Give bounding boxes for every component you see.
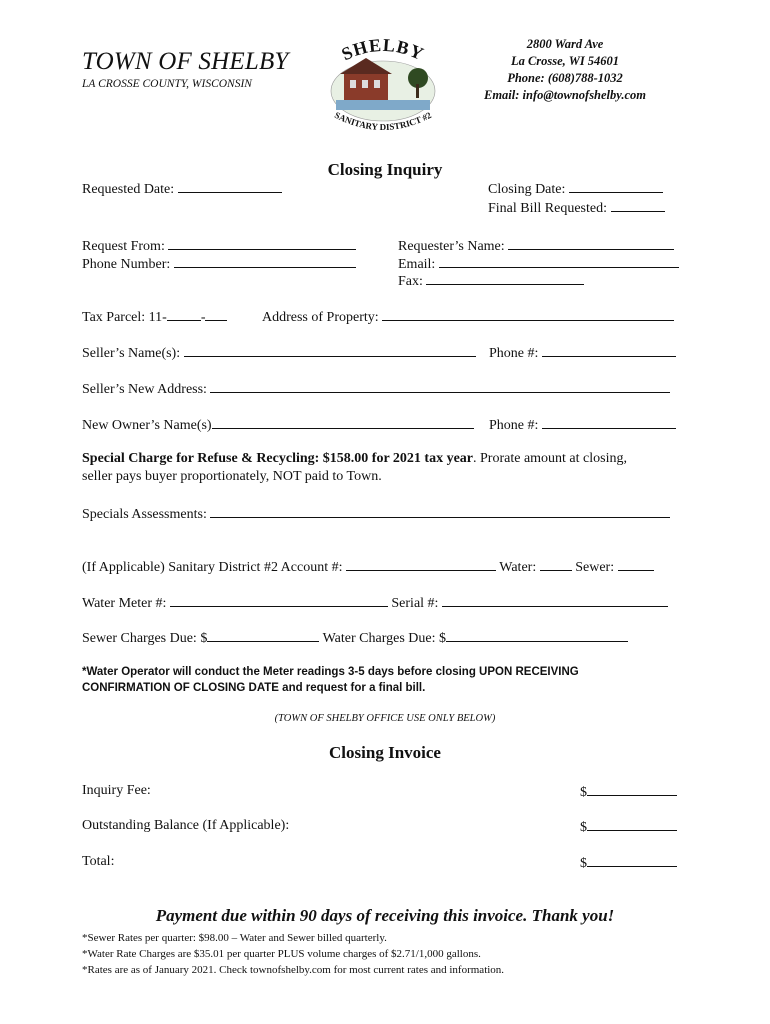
water-charges-field[interactable]	[446, 629, 628, 642]
sewer-label: Sewer:	[575, 560, 615, 575]
closing-date-field[interactable]	[569, 180, 663, 193]
phone-number-row	[82, 255, 356, 273]
sanitary-district-logo	[322, 36, 444, 140]
seller-phone-row	[489, 344, 676, 362]
water-meter-label: Water Meter #:	[82, 596, 167, 611]
special-charge-bold: Special Charge for Refuse & Recycling: $158.00 for 2021 tax year	[82, 451, 474, 466]
fax-label: Fax:	[398, 274, 423, 289]
request-from-row	[82, 237, 356, 255]
address-property-label: Address of Property:	[262, 310, 379, 325]
final-bill-row	[488, 199, 665, 217]
sellers-name-row	[82, 344, 476, 362]
office-use-only: (TOWN OF SHELBY OFFICE USE ONLY BELOW)	[274, 713, 496, 724]
total-dollar: $	[580, 856, 587, 871]
rate-note-sewer: *Sewer Rates per quarter: $98.00 – Water and Sewer billed quarterly.	[82, 932, 387, 944]
svg-text:SHELBY	[339, 36, 428, 64]
inquiry-fee-field[interactable]	[587, 783, 677, 796]
final-bill-field[interactable]	[611, 199, 665, 212]
final-bill-label: Final Bill Requested:	[488, 201, 607, 216]
requested-date-label: Requested Date:	[82, 182, 175, 197]
inquiry-fee-label: Inquiry Fee:	[82, 783, 151, 798]
address-property-row	[262, 308, 674, 326]
special-charge-line-1	[82, 451, 627, 467]
closing-date-label: Closing Date:	[488, 182, 566, 197]
rate-notes	[82, 930, 504, 978]
special-charge-rest: . Prorate amount at closing,	[473, 451, 627, 466]
contact-address: 2800 Ward Ave	[526, 37, 604, 51]
serial-label: Serial #:	[391, 596, 439, 611]
town-title: TOWN OF SHELBY	[82, 48, 289, 75]
total-label: Total:	[82, 854, 115, 869]
water-field[interactable]	[540, 558, 572, 571]
sellers-new-address-field[interactable]	[210, 380, 670, 393]
closing-date-row	[488, 180, 663, 198]
outstanding-amount	[580, 818, 677, 836]
sanitary-account-field[interactable]	[346, 558, 496, 571]
requester-name-label: Requester’s Name:	[398, 239, 505, 254]
outstanding-dollar: $	[580, 820, 587, 835]
specials-assessments-label: Specials Assessments:	[82, 507, 207, 522]
email-field[interactable]	[439, 255, 679, 268]
new-owner-phone-field[interactable]	[542, 416, 676, 429]
sanitary-account-label: (If Applicable) Sanitary District #2 Account #:	[82, 560, 343, 575]
outstanding-field[interactable]	[587, 818, 677, 831]
requested-date-row	[82, 180, 282, 198]
tax-parcel-row	[82, 308, 227, 326]
sellers-name-field[interactable]	[184, 344, 476, 357]
rate-note-date: *Rates are as of January 2021. Check townofshelby.com for most current rates and information.	[82, 964, 505, 976]
closing-invoice-title: Closing Invoice	[329, 743, 441, 762]
operator-note-line-2: CONFIRMATION OF CLOSING DATE and request for a final bill.	[82, 682, 426, 694]
email-row	[398, 255, 679, 273]
seller-phone-field[interactable]	[542, 344, 676, 357]
sanitary-account-row	[82, 558, 654, 576]
requester-name-field[interactable]	[508, 237, 674, 250]
sellers-new-address-row	[82, 380, 670, 398]
county-subtitle: LA CROSSE COUNTY, WISCONSIN	[82, 78, 252, 90]
specials-assessments-row	[82, 505, 670, 523]
inquiry-fee-dollar: $	[580, 785, 587, 800]
inquiry-fee-amount	[580, 783, 677, 801]
operator-note-line-1: *Water Operator will conduct the Meter readings 3-5 days before closing UPON RECEIVING	[82, 666, 579, 678]
sellers-name-label: Seller’s Name(s):	[82, 346, 181, 361]
tax-parcel-dash: -	[200, 310, 206, 325]
fax-field[interactable]	[426, 272, 584, 285]
new-owner-field[interactable]	[212, 416, 474, 429]
water-label: Water:	[499, 560, 537, 575]
contact-block	[460, 36, 670, 104]
tax-parcel-field-1[interactable]	[167, 308, 201, 321]
new-owner-phone-row	[489, 416, 676, 434]
sewer-field[interactable]	[618, 558, 654, 571]
tax-parcel-label: Tax Parcel: 11-	[82, 310, 167, 325]
tax-parcel-field-2[interactable]	[205, 308, 227, 321]
operator-note	[82, 664, 579, 696]
phone-number-label: Phone Number:	[82, 257, 171, 272]
phone-number-field[interactable]	[174, 255, 356, 268]
sellers-new-address-label: Seller’s New Address:	[82, 382, 207, 397]
sewer-charges-label: Sewer Charges Due: $	[82, 631, 208, 646]
outstanding-label: Outstanding Balance (If Applicable):	[82, 818, 290, 833]
email-label: Email:	[398, 257, 436, 272]
closing-inquiry-title: Closing Inquiry	[327, 160, 443, 179]
contact-email: Email: info@townofshelby.com	[483, 88, 647, 102]
total-amount	[580, 854, 677, 872]
special-charge-line-2: seller pays buyer proportionately, NOT paid to Town.	[82, 469, 382, 484]
rate-note-water: *Water Rate Charges are $35.01 per quarter PLUS volume charges of $2.71/1,000 gallons.	[82, 948, 481, 960]
sewer-charges-field[interactable]	[207, 629, 319, 642]
logo-top-text: SHELBY	[338, 36, 428, 65]
payment-notice: Payment due within 90 days of receiving this invoice. Thank you!	[155, 906, 615, 925]
requested-date-field[interactable]	[178, 180, 282, 193]
contact-city: La Crosse, WI 54601	[510, 54, 620, 68]
new-owner-phone-label: Phone #:	[489, 418, 539, 433]
contact-phone: Phone: (608)788-1032	[507, 71, 623, 85]
new-owner-label: New Owner’s Name(s)	[82, 418, 212, 433]
water-meter-row	[82, 594, 668, 612]
request-from-field[interactable]	[168, 237, 356, 250]
serial-field[interactable]	[442, 594, 668, 607]
total-field[interactable]	[587, 854, 677, 867]
fax-row	[398, 272, 584, 290]
address-property-field[interactable]	[382, 308, 674, 321]
seller-phone-label: Phone #:	[489, 346, 539, 361]
new-owner-row	[82, 416, 474, 434]
logo-bottom-text: SANITARY DISTRICT #2	[333, 109, 433, 133]
water-meter-field[interactable]	[170, 594, 388, 607]
specials-assessments-field[interactable]	[210, 505, 670, 518]
charges-row	[82, 629, 628, 647]
requester-name-row	[398, 237, 674, 255]
request-from-label: Request From:	[82, 239, 165, 254]
water-charges-label: Water Charges Due: $	[322, 631, 446, 646]
